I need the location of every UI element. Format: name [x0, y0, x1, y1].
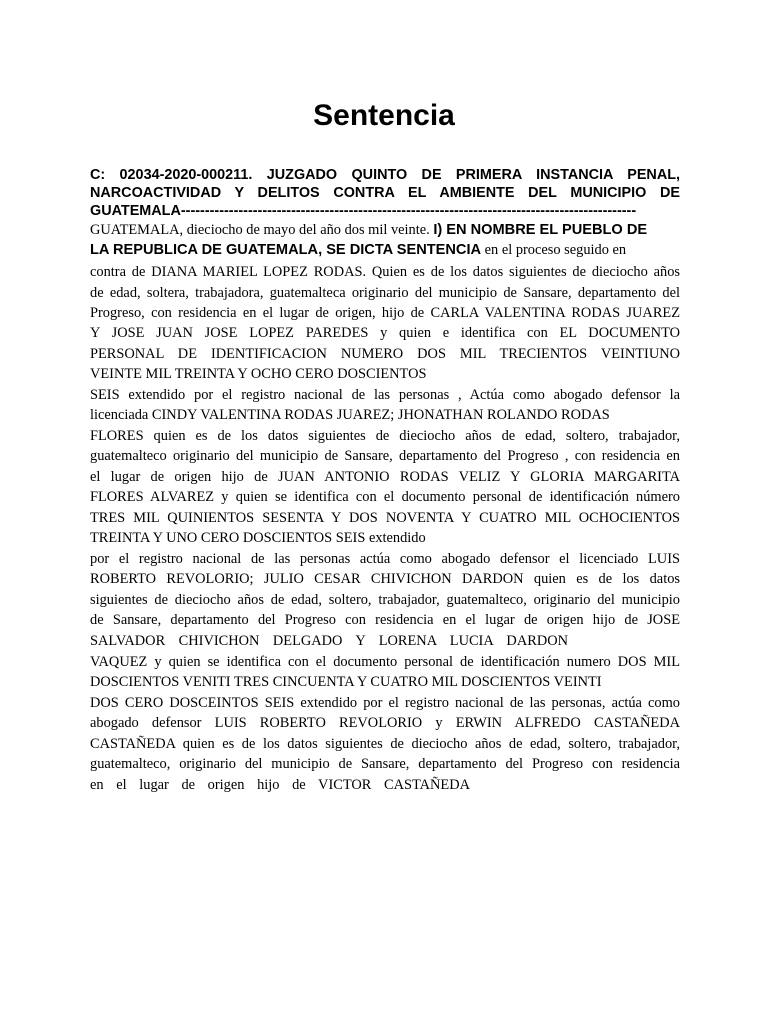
body-line: guatemalteco originario del municipio de Sansare, departamento del Progreso , con residencia en: [90, 448, 680, 464]
body-line: el lugar de origen hijo de JUAN ANTONIO RODAS VELIZ Y GLORIA MARGARITA: [90, 469, 680, 485]
body-line: licenciada CINDY VALENTINA RODAS JUAREZ; JHONATHAN ROLANDO RODAS: [90, 407, 610, 423]
body-line: SALVADOR CHIVICHON DELGADO Y LORENA LUCIA DARDON: [90, 633, 568, 649]
body-line: SEIS extendido por el registro nacional de las personas , Actúa como abogado defensor la: [90, 387, 680, 403]
body-line: VEINTE MIL TREINTA Y OCHO CERO DOSCIENTOS: [90, 366, 427, 382]
body-line: FLORES ALVAREZ y quien se identifica con el documento personal de identificación número: [90, 489, 680, 505]
body-line: CASTAÑEDA quien es de los datos siguientes de dieciocho años de edad, soltero, trabajador,: [90, 736, 680, 752]
body-line: DOSCIENTOS VENITI TRES CINCUENTA Y CUATRO MIL DOSCIENTOS VEINTI: [90, 674, 602, 690]
case-heading: [90, 166, 680, 220]
body-line: DOS CERO DOSCEINTOS SEIS extendido por el registro nacional de las personas, actúa como: [90, 695, 680, 711]
body-line: Progreso, con residencia en el lugar de origen, hijo de CARLA VALENTINA RODAS JUAREZ: [90, 305, 680, 321]
body-line: contra de DIANA MARIEL LOPEZ RODAS. Quien es de los datos siguientes de dieciocho años: [90, 264, 680, 280]
case-heading-line: GUATEMALA-----------------------------------------------------------------------------------------------: [90, 203, 637, 219]
body-line: TREINTA Y UNO CERO DOSCIENTOS SEIS extendido: [90, 530, 426, 546]
body-line: abogado defensor LUIS ROBERTO REVOLORIO y ERWIN ALFREDO CASTAÑEDA: [90, 715, 680, 731]
body-line: FLORES quien es de los datos siguientes de dieciocho años de edad, soltero, trabajador,: [90, 428, 680, 444]
body-line: LA REPUBLICA DE GUATEMALA, SE DICTA SENTENCIA en el proceso seguido en: [90, 242, 627, 258]
case-heading-line: C: 02034-2020-000211. JUZGADO QUINTO DE PRIMERA INSTANCIA PENAL,: [90, 167, 680, 183]
body-line: TRES MIL QUINIENTOS SESENTA Y DOS NOVENTA Y CUATRO MIL OCHOCIENTOS: [90, 510, 680, 526]
body-line: Y JOSE JUAN JOSE LOPEZ PAREDES y quien e identifica con EL DOCUMENTO: [90, 325, 680, 341]
body-line: de Sansare, departamento del Progreso con residencia en el lugar de origen hijo de JOSE: [90, 612, 680, 628]
document-title: Sentencia: [313, 99, 455, 132]
bold-heading-text: I) EN NOMBRE EL PUEBLO DE: [433, 222, 648, 238]
body-line: ROBERTO REVOLORIO; JULIO CESAR CHIVICHON DARDON quien es de los datos: [90, 571, 680, 587]
body-line: en el lugar de origen hijo de VICTOR CASTAÑEDA: [90, 777, 470, 793]
body-line: de edad, soltera, trabajadora, guatemalteca originario del municipio de Sansare, departamento del: [90, 285, 680, 301]
body-line: por el registro nacional de las personas actúa como abogado defensor el licenciado LUIS: [90, 551, 680, 567]
case-heading-line: NARCOACTIVIDAD Y DELITOS CONTRA EL AMBIENTE DEL MUNICIPIO DE: [90, 185, 680, 201]
body-line: VAQUEZ y quien se identifica con el documento personal de identificación numero DOS MIL: [90, 654, 680, 670]
body-line: siguientes de dieciocho años de edad, soltero, trabajador, guatemalteco, originario del municipio: [90, 592, 680, 608]
body-line: guatemalteco, originario del municipio de Sansare, departamento del Progreso con residencia: [90, 756, 680, 772]
body-line: GUATEMALA, dieciocho de mayo del año dos mil veinte. I) EN NOMBRE EL PUEBLO DE: [90, 222, 648, 238]
body-line: PERSONAL DE IDENTIFICACION NUMERO DOS MIL TRECIENTOS VEINTIUNO: [90, 346, 680, 362]
bold-heading-text: LA REPUBLICA DE GUATEMALA, SE DICTA SENTENCIA: [90, 242, 482, 258]
